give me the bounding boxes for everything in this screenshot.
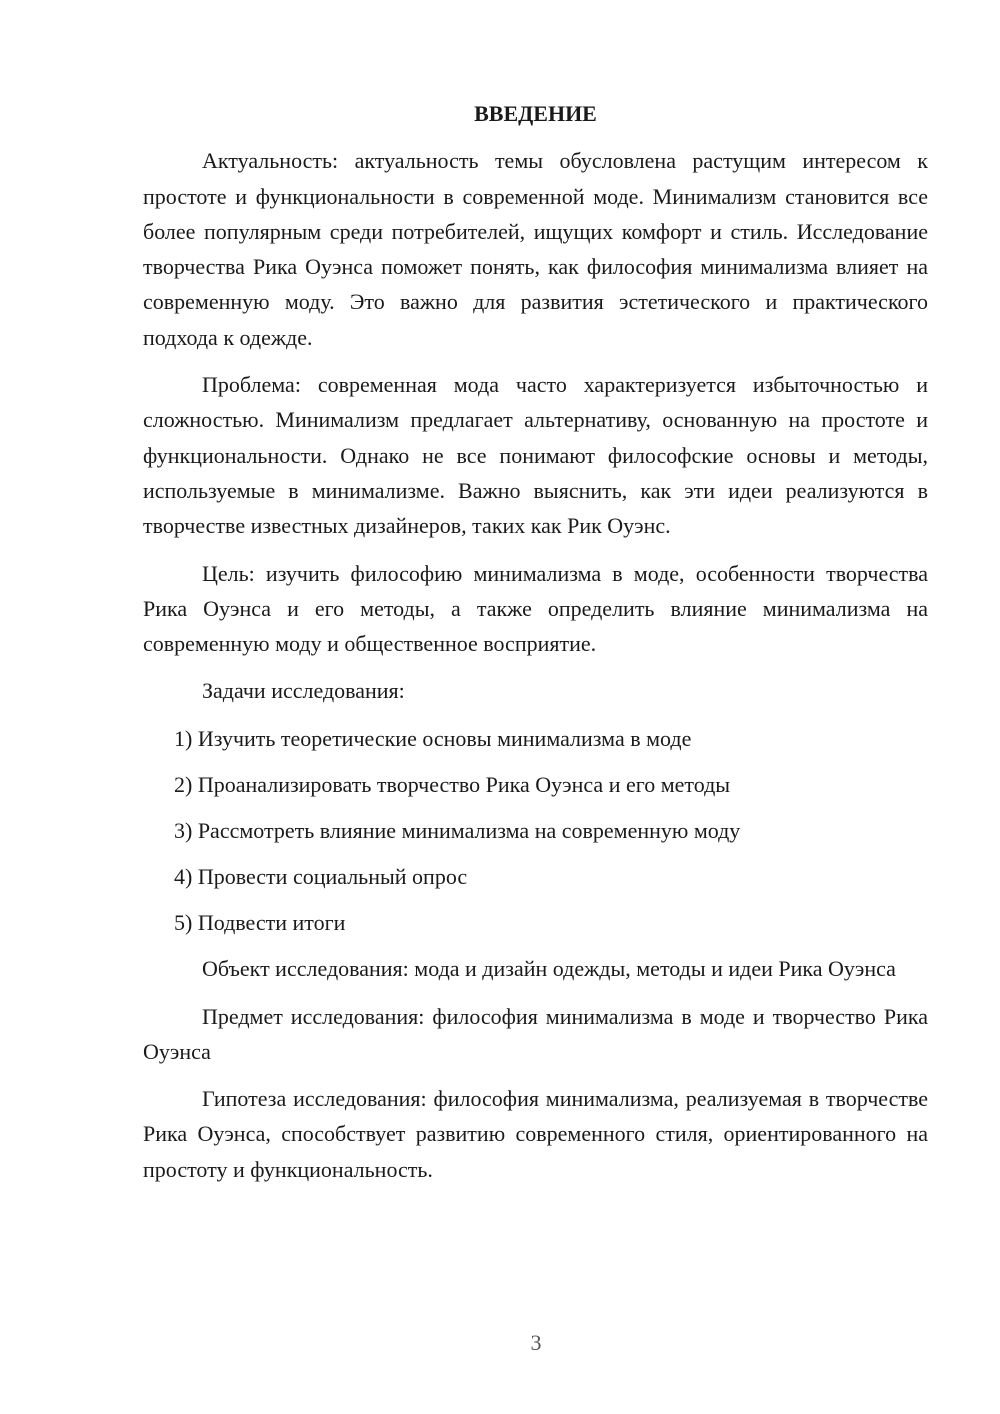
goal-paragraph: Цель: изучить философию минимализма в моде, особенности творчества Рика Оуэнса и его методы, а также определить влияние минимализма на современную моду и общественное восприятие. [143,560,928,657]
task-item: 5) Подвести итоги [174,910,346,936]
task-item: 4) Провести социальный опрос [174,864,468,890]
hypothesis-paragraph: Гипотеза исследования: философия минимализма, реализуемая в творчестве Рика Оуэнса, способствует развитию современного стиля, ориентированного на простоту и функциональность. [143,1086,928,1182]
page-number: 3 [530,1330,542,1355]
tasks-heading: Задачи исследования: [202,678,405,704]
subject-paragraph: Предмет исследования: философия минимализма в моде и творчество Рика Оуэнса [143,1003,928,1064]
problem-paragraph: Проблема: современная мода часто характеризуется избыточностью и сложностью. Минимализм предлагает альтернативу, основанную на простоте и функциональности. Однако не все понимают философские основы и методы, используемые в минимализме. Важно выяснить, как эти идеи реализуются в творчестве известных дизайнеров, таких как Рик Оуэнс. [143,372,928,539]
section-title: ВВЕДЕНИЕ [474,101,597,126]
object-paragraph: Объект исследования: мода и дизайн одежды, методы и идеи Рика Оуэнса [202,956,896,982]
task-item: 3) Рассмотреть влияние минимализма на современную моду [174,817,741,843]
task-item: 2) Проанализировать творчество Рика Оуэнса и его методы [174,771,731,797]
tasks-list [143,721,928,941]
relevance-paragraph: Актуальность: актуальность темы обусловлена растущим интересом к простоте и функциональности в современной моде. Минимализм становится все более популярным среди потребителей, ищущих комфорт и стиль. Исследование творчества Рика Оуэнса поможет понять, как философия минимализма влияет на современную моду. Это важно для развития эстетического и практического подхода к одежде. [143,148,928,350]
page-content [143,96,928,1199]
task-item: 1) Изучить теоретические основы минимализма в моде [174,725,692,751]
